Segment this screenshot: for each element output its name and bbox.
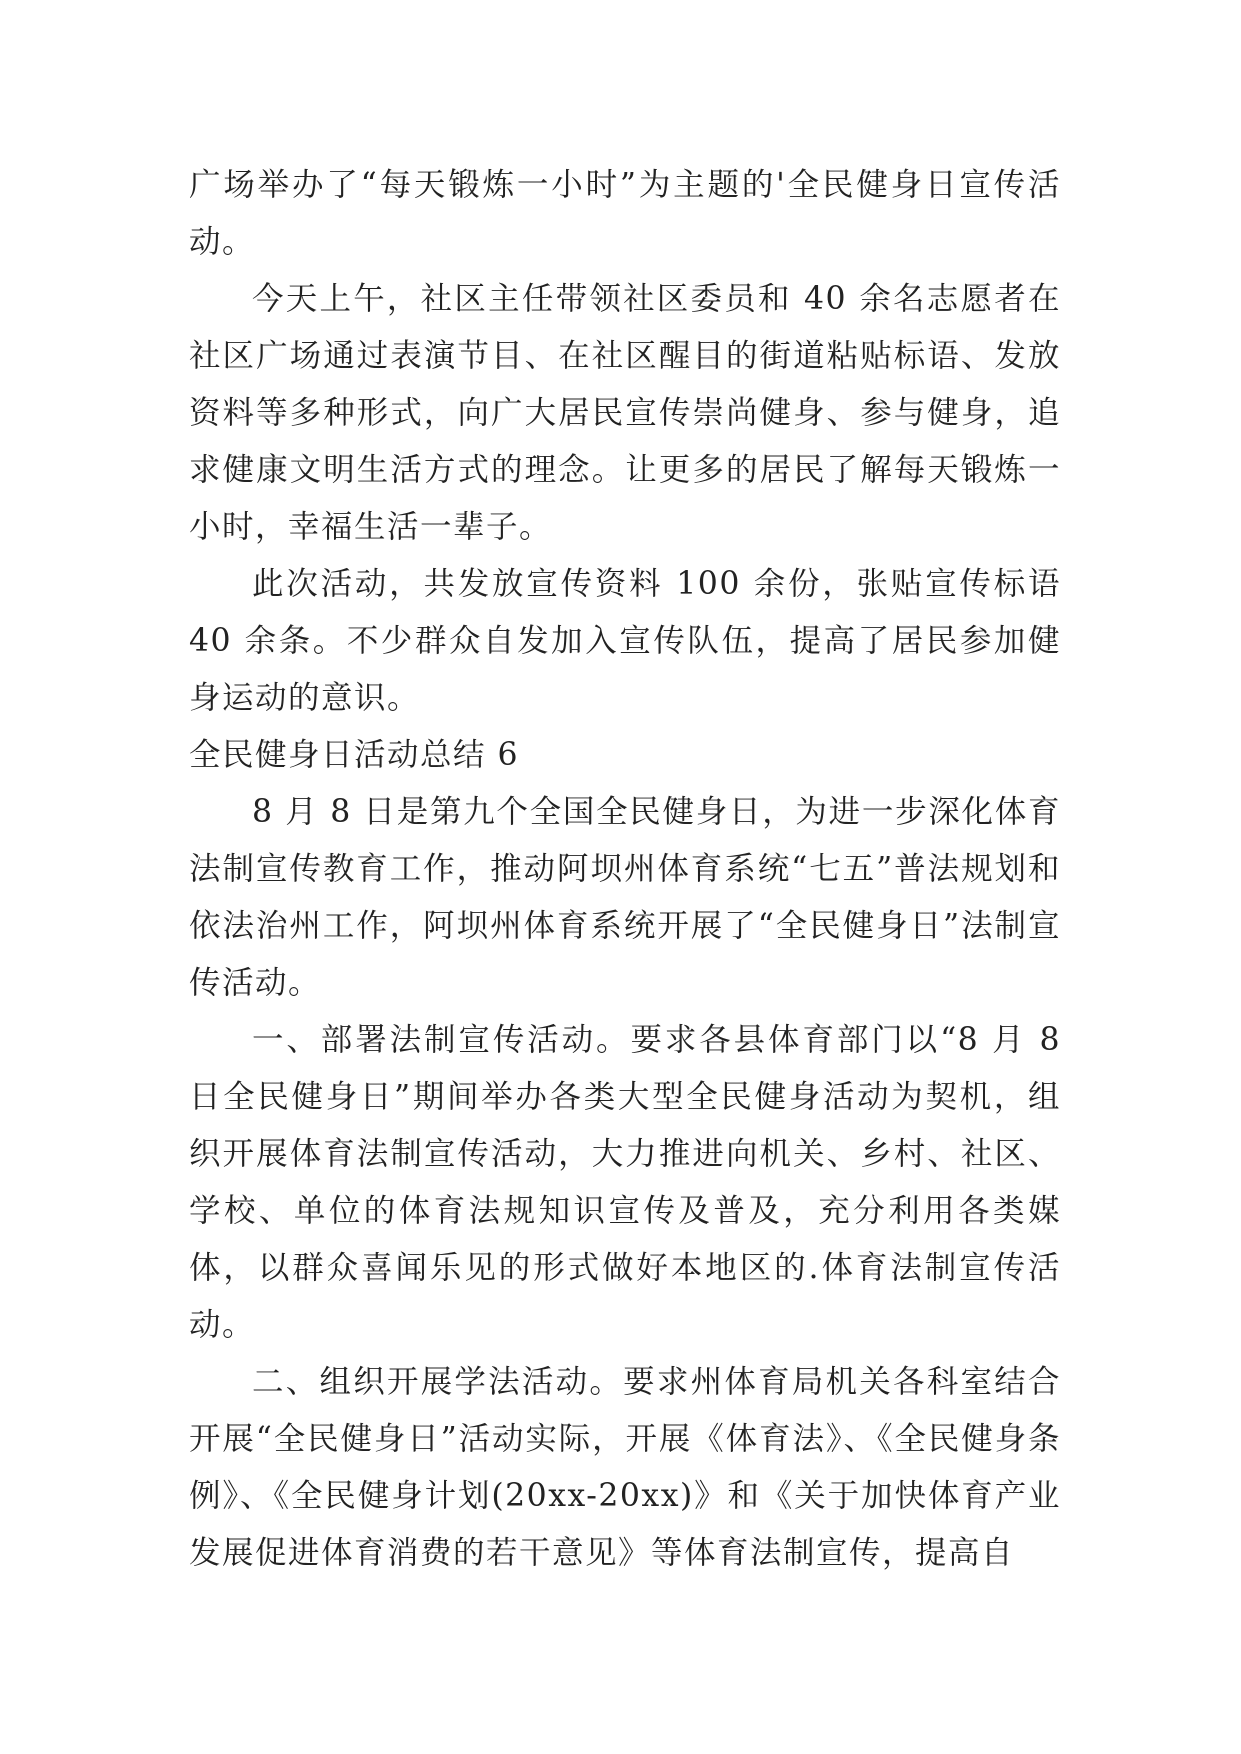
section-paragraph-1: 8 月 8 日是第九个全国全民健身日，为进一步深化体育法制宣传教育工作，推动阿坝州体育系统“七五”普法规划和依法治州工作，阿坝州体育系统开展了“全民健身日”法制宣传活动。 xyxy=(189,794,1061,1001)
paragraph-1: 广场举办了“每天锻炼一小时”为主题的'全民健身日宣传活动。 xyxy=(189,167,1061,260)
document-body xyxy=(189,157,1061,1582)
paragraph-2: 今天上午，社区主任带领社区委员和 40 余名志愿者在社区广场通过表演节目、在社区醒目的街道粘贴标语、发放资料等多种形式，向广大居民宣传崇尚健身、参与健身，追求健康文明生活方式的理念。让更多的居民了解每天锻炼一小时，幸福生活一辈子。 xyxy=(189,281,1061,545)
paragraph-3: 此次活动，共发放宣传资料 100 余份，张贴宣传标语 40 余条。不少群众自发加入宣传队伍，提高了居民参加健身运动的意识。 xyxy=(189,566,1061,716)
section-paragraph-2: 一、部署法制宣传活动。要求各县体育部门以“8 月 8 日全民健身日”期间举办各类大型全民健身活动为契机，组织开展体育法制宣传活动，大力推进向机关、乡村、社区、学校、单位的体育法规知识宣传及普及，充分利用各类媒体，以群众喜闻乐见的形式做好本地区的.体育法制宣传活动。 xyxy=(189,1022,1061,1343)
section-paragraph-3: 二、组织开展学法活动。要求州体育局机关各科室结合开展“全民健身日”活动实际，开展《体育法》、《全民健身条例》、《全民健身计划(20xx-20xx)》和《关于加快体育产业发展促进体育消费的若干意见》等体育法制宣传，提高自 xyxy=(189,1364,1061,1571)
section-heading: 全民健身日活动总结 6 xyxy=(189,737,520,773)
